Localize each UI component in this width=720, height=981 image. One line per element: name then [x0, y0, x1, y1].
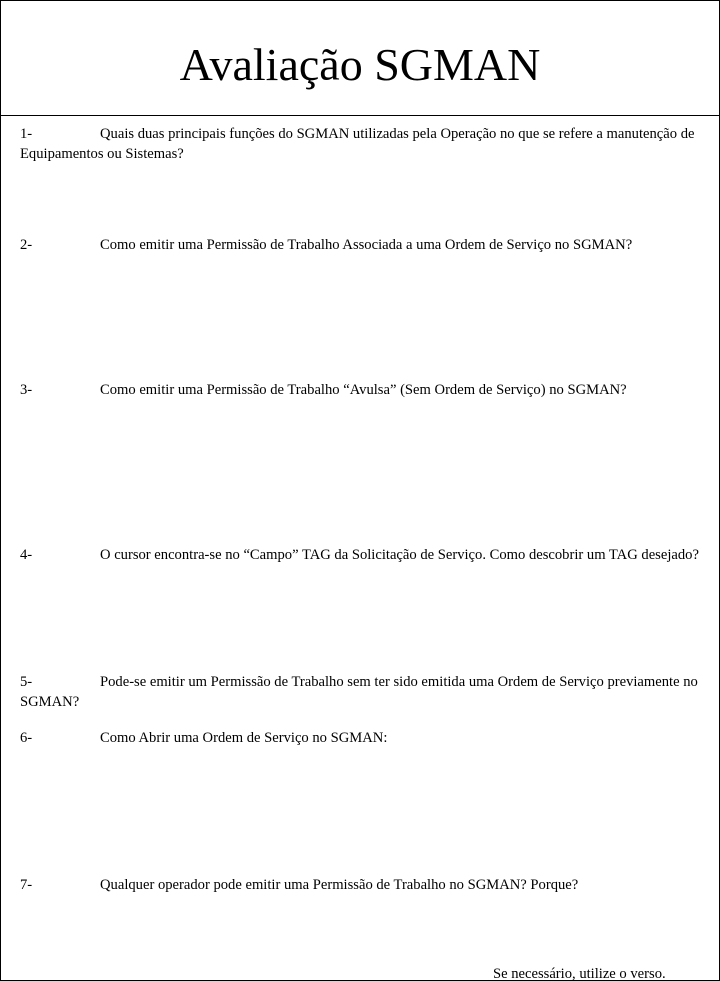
- title-box: [1, 1, 719, 116]
- question-7: [20, 875, 710, 895]
- question-number: 6-: [20, 730, 33, 746]
- question-text: Como emitir uma Permissão de Trabalho Associada a uma Ordem de Serviço no SGMAN?: [100, 237, 633, 253]
- question-number: 2-: [20, 237, 33, 253]
- question-5: [20, 672, 710, 712]
- question-text: Qualquer operador pode emitir uma Permissão de Trabalho no SGMAN? Porque?: [100, 877, 579, 893]
- question-number: 4-: [20, 547, 33, 563]
- footer-note: Se necessário, utilize o verso.: [493, 966, 666, 981]
- question-text: Pode-se emitir um Permissão de Trabalho sem ter sido emitida uma Ordem de Serviço previamente no SGMAN?: [20, 674, 698, 710]
- question-4: [20, 545, 710, 565]
- question-number: 5-: [20, 674, 33, 690]
- question-text: Como Abrir uma Ordem de Serviço no SGMAN:: [100, 730, 388, 746]
- question-number: 7-: [20, 877, 33, 893]
- question-text: Como emitir uma Permissão de Trabalho “Avulsa” (Sem Ordem de Serviço) no SGMAN?: [100, 382, 627, 398]
- question-2: [20, 235, 710, 255]
- question-text: O cursor encontra-se no “Campo” TAG da Solicitação de Serviço. Como descobrir um TAG desejado?: [100, 547, 699, 563]
- question-3: [20, 380, 710, 400]
- question-text: Quais duas principais funções do SGMAN utilizadas pela Operação no que se refere a manutenção de Equipamentos ou Sistemas?: [20, 126, 695, 162]
- question-1: [20, 124, 710, 164]
- page-title: Avaliação SGMAN: [179, 39, 541, 90]
- question-number: 3-: [20, 382, 33, 398]
- question-number: 1-: [20, 126, 33, 142]
- question-6: [20, 728, 710, 748]
